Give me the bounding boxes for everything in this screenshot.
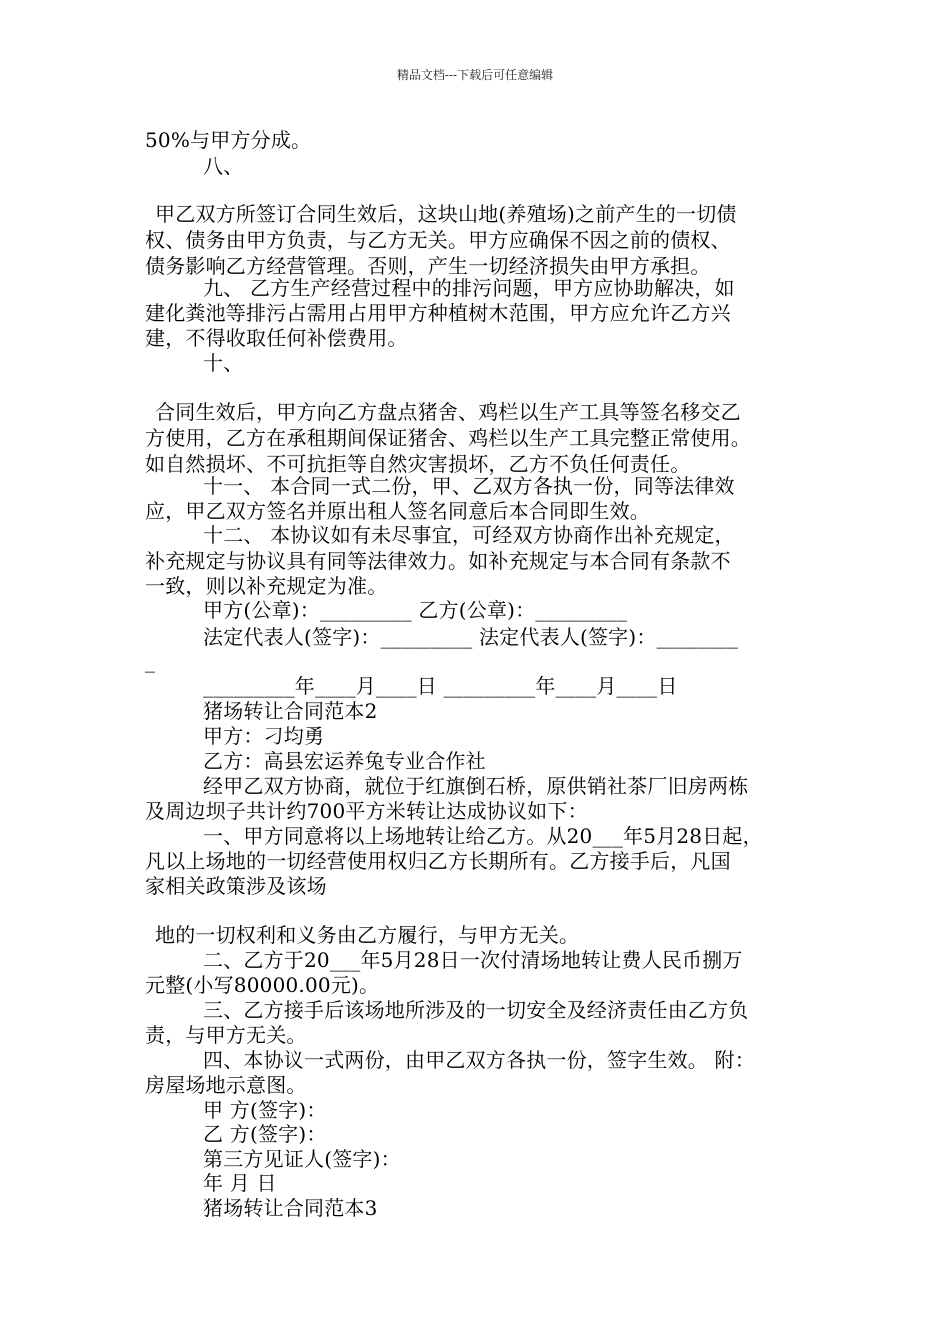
text-line: 猪场转让合同范本3: [203, 1196, 378, 1220]
text-line: 法定代表人(签字)：_________ 法定代表人(签字)：________: [203, 625, 739, 649]
text-line: 甲方：刁均勇: [203, 724, 325, 748]
text-line: 甲 方(签字)：: [203, 1098, 327, 1122]
text-line: 猪场转让合同范本2: [203, 699, 378, 723]
text-line: 二、乙方于20___年5月28日一次付清场地转让费人民币捌万: [203, 948, 743, 972]
text-line: 十、: [203, 351, 244, 375]
text-line: 及周边坝子共计约700平方米转让达成协议如下：: [145, 799, 588, 823]
text-line: 一致，则以补充规定为准。: [145, 574, 388, 598]
text-line: 家相关政策涉及该场: [145, 874, 327, 898]
text-line: 三、乙方接手后该场地所涉及的一切安全及经济责任由乙方负: [203, 998, 749, 1022]
text-line: 补充规定与协议具有同等法律效力。如补充规定与本合同有条款不: [145, 549, 731, 573]
text-line: 八、: [203, 154, 244, 178]
text-line: 乙方：高县宏运养兔专业合作社: [203, 749, 486, 773]
text-line: 四、本协议一式两份，由甲乙双方各执一份，签字生效。 附：: [203, 1048, 755, 1072]
text-line: 元整(小写80000.00元)。: [145, 973, 380, 997]
text-line: 应，甲乙双方签名并原出租人签名同意后本合同即生效。: [145, 499, 650, 523]
page-header: 精品文档---下载后可任意编辑: [396, 68, 554, 82]
text-line: 九、 乙方生产经营过程中的排污问题，甲方应协助解决，如: [203, 276, 735, 300]
text-line: 甲乙双方所签订合同生效后，这块山地(养殖场)之前产生的一切债: [155, 202, 737, 226]
text-line: 50%与甲方分成。: [145, 128, 312, 152]
text-line: 建，不得收取任何补偿费用。: [145, 326, 408, 350]
text-line: 建化粪池等排污占需用占用甲方种植树木范围，甲方应允许乙方兴: [145, 301, 731, 325]
text-line: 权、债务由甲方负责，与乙方无关。甲方应确保不因之前的债权、: [145, 228, 731, 252]
text-line: 方使用，乙方在承租期间保证猪舍、鸡栏以生产工具完整正常使用。: [145, 426, 751, 450]
text-line: 经甲乙双方协商，就位于红旗倒石桥，原供销社茶厂旧房两栋: [203, 774, 749, 798]
text-line: 十二、 本协议如有未尽事宜，可经双方协商作出补充规定，: [203, 523, 735, 547]
text-line: 乙 方(签字)：: [203, 1122, 327, 1146]
text-line: 凡以上场地的一切经营使用权归乙方长期所有。乙方接手后，凡国: [145, 849, 731, 873]
text-line: 房屋场地示意图。: [145, 1073, 307, 1097]
text-line: 年 月 日: [203, 1171, 277, 1195]
text-line: 第三方见证人(签字)：: [203, 1147, 401, 1171]
text-line: 一、甲方同意将以上场地转让给乙方。从20___年5月28日起，: [203, 824, 763, 848]
text-line: 责，与甲方无关。: [145, 1023, 307, 1047]
text-line: 合同生效后，甲方向乙方盘点猪舍、鸡栏以生产工具等签名移交乙: [155, 400, 741, 424]
text-line: 地的一切权利和义务由乙方履行，与甲方无关。: [155, 923, 580, 947]
text-line: _________年____月____日 _________年____月____日: [203, 674, 678, 698]
text-line: 甲方(公章)：_________ 乙方(公章)：_________: [203, 598, 628, 622]
text-line: 债务影响乙方经营管理。否则，产生一切经济损失由甲方承担。: [145, 254, 711, 278]
text-line: 如自然损坏、不可抗拒等自然灾害损坏，乙方不负任何责任。: [145, 452, 691, 476]
text-line: 十一、 本合同一式二份，甲、乙双方各执一份，同等法律效: [203, 474, 735, 498]
text-line: _: [145, 649, 156, 673]
